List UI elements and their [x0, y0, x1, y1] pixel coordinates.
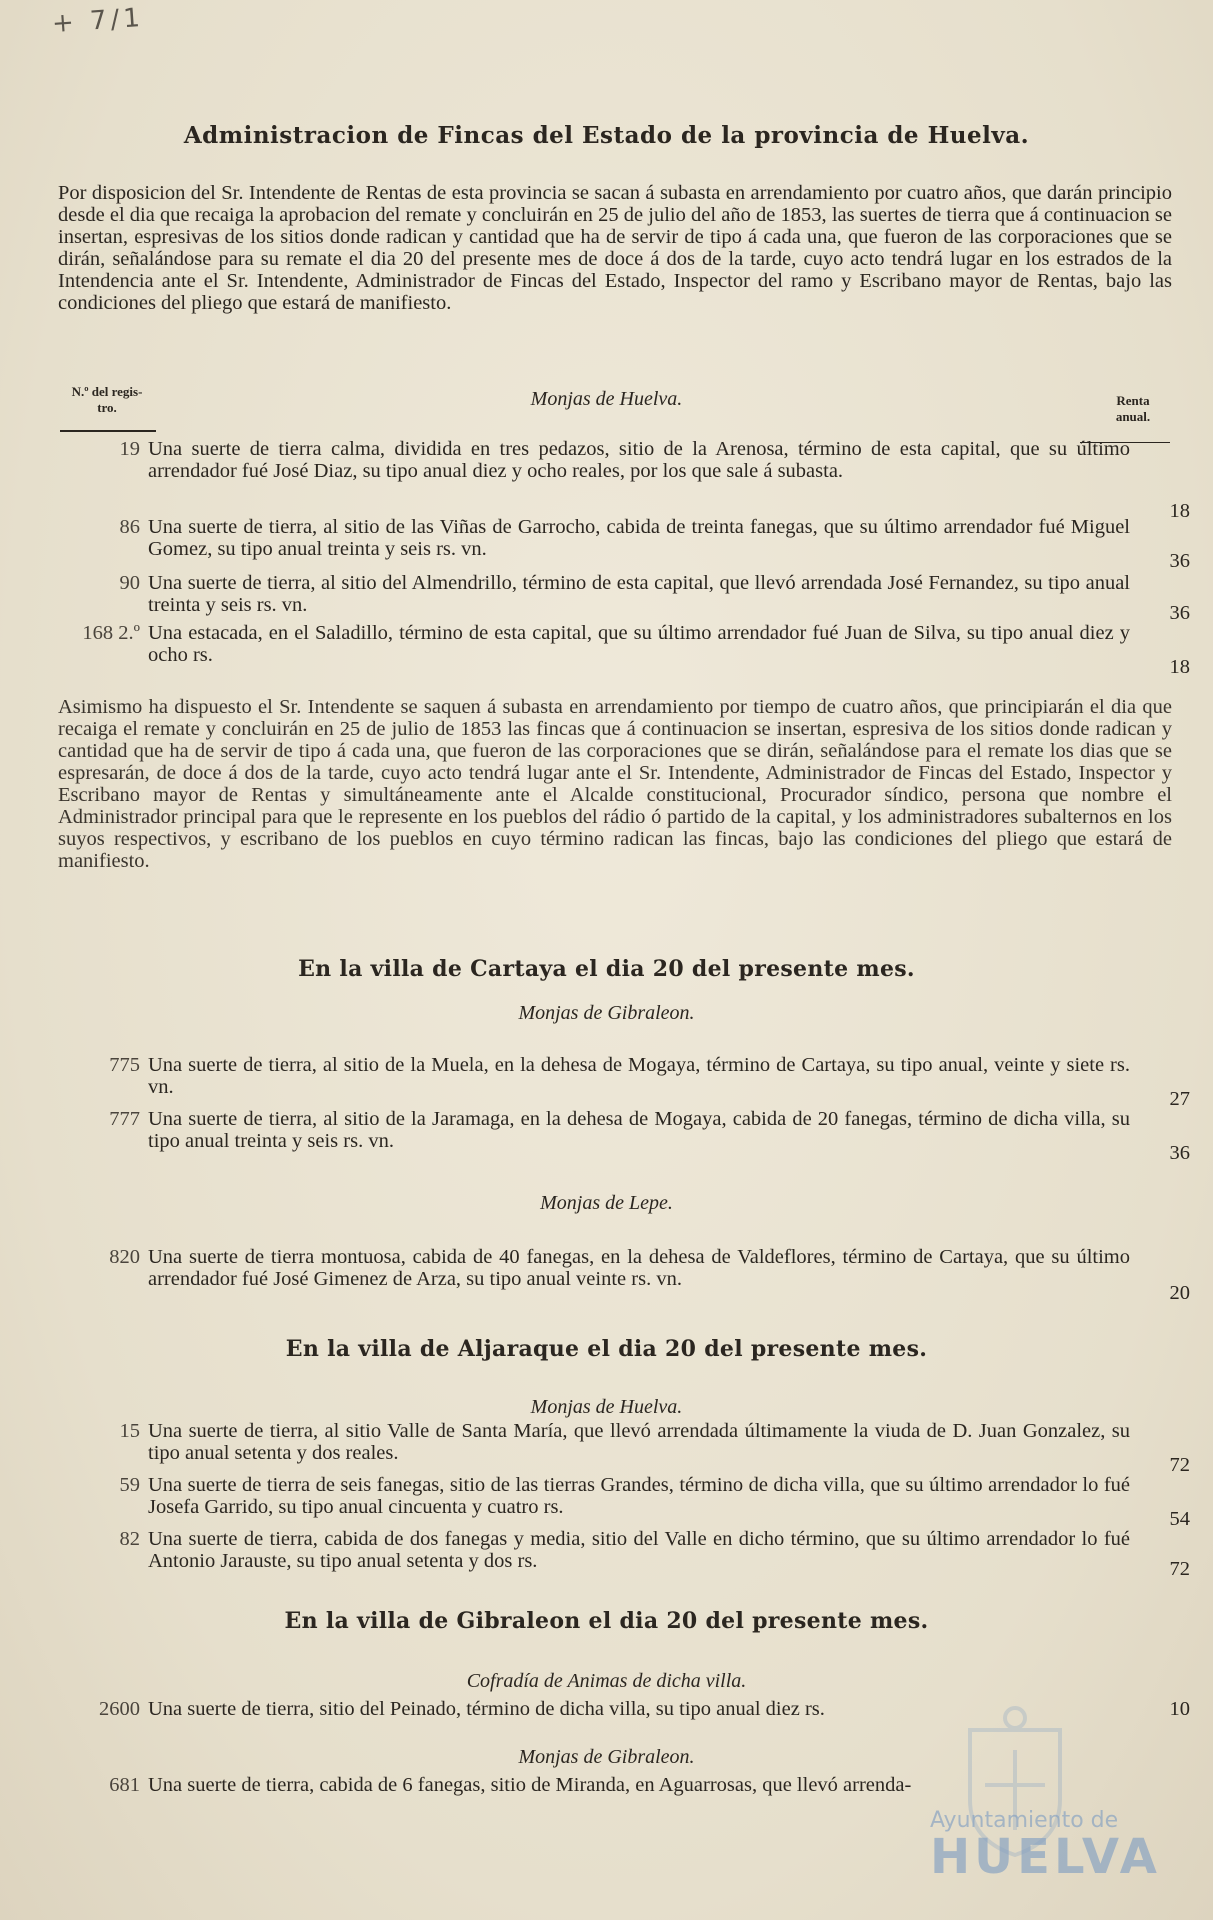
entry-text: Una suerte de tierra, cabida de dos fanegas y media, sitio del Valle en dicho término, que su último arrendador lo fué Antonio Jarauste, su tipo anual setenta y dos rs. — [148, 1528, 1130, 1572]
entry-text: Una suerte de tierra, al sitio de las Viñas de Garrocho, cabida de treinta fanegas, que su último arrendador fué Miguel Gomez, su tipo anual treinta y seis rs. vn. — [148, 516, 1130, 560]
register-number: 82 — [119, 1528, 140, 1550]
entry-text: Una suerte de tierra, al sitio Valle de Santa María, que llevó arrendada últimamente la viuda de D. Juan Gonzalez, su tipo anual setenta y dos reales. — [148, 1420, 1130, 1464]
entry-text: Una suerte de tierra calma, dividida en tres pedazos, sitio de la Arenosa, término de esta capital, que su último arrendador fué José Diaz, su tipo anual diez y ocho reales, por los que sale á subasta. — [148, 438, 1130, 482]
register-number: 15 — [119, 1420, 140, 1442]
group-heading: Monjas de Gibraleon. — [518, 1002, 695, 1024]
rent-value: 27 — [1169, 1088, 1190, 1110]
intro-paragraph: Por disposicion del Sr. Intendente de Rentas de esta provincia se sacan á subasta en arrendamiento por cuatro años, que darán principio desde el dia que recaiga la aprobacion del remate y concluirán en 25 de julio del año de 1853, las suertes de tierra que á continuacion se insertan, espresivas de los sitios donde radican y cantidad que ha de servir de tipo á cada una, que fueron de las corporaciones que se dirán, señalándose para su remate el dia 20 del presente mes de doce á dos de la tarde, cuyo acto tendrá lugar en los estrados de la Intendencia ante el Sr. Intendente, Administrador de Fincas del Estado, Inspector del ramo y Escribano mayor de Rentas, bajo las condiciones del pliego que estará de manifiesto. — [58, 182, 1172, 314]
group-heading: Monjas de Huelva. — [530, 388, 683, 410]
register-number: 775 — [109, 1054, 140, 1076]
section-title-aljaraque: En la villa de Aljaraque el dia 20 del presente mes. — [285, 1336, 928, 1362]
section-title-cartaya: En la villa de Cartaya el dia 20 del presente mes. — [298, 956, 915, 982]
section-title-gibraleon: En la villa de Gibraleon el dia 20 del presente mes. — [284, 1608, 929, 1634]
group-heading: Monjas de Huelva. — [530, 1396, 683, 1418]
rent-value: 36 — [1169, 1142, 1190, 1164]
archive-watermark: Ayuntamiento de HUELVA — [930, 1808, 1161, 1885]
rent-value: 18 — [1169, 500, 1190, 522]
entry-text: Una suerte de tierra, al sitio de la Muela, en la dehesa de Mogaya, término de Cartaya, su tipo anual, veinte y siete rs. vn. — [148, 1054, 1130, 1098]
group-heading: Cofradía de Animas de dicha villa. — [466, 1670, 747, 1692]
group-heading: Monjas de Gibraleon. — [518, 1746, 695, 1768]
document-title: Administracion de Fincas del Estado de la provincia de Huelva. — [183, 122, 1030, 149]
entry-text: Una suerte de tierra montuosa, cabida de 40 fanegas, en la dehesa de Valdeflores, término de Cartaya, que su último arrendador fué José Gimenez de Arza, su tipo anual veinte rs. vn. — [148, 1246, 1130, 1290]
group-heading: Monjas de Lepe. — [540, 1192, 673, 1214]
rent-value: 36 — [1169, 550, 1190, 572]
rent-value: 20 — [1169, 1282, 1190, 1304]
entry-text: Una suerte de tierra, sitio del Peinado, término de dicha villa, su tipo anual diez rs. — [148, 1698, 825, 1720]
handwritten-mark: + 7/1 — [51, 2, 145, 40]
rent-value: 54 — [1169, 1508, 1190, 1530]
register-number: 681 — [109, 1774, 140, 1796]
rent-value: 10 — [1169, 1698, 1190, 1720]
entry-text: Una suerte de tierra, al sitio de la Jaramaga, en la dehesa de Mogaya, cabida de 20 fanegas, término de dicha villa, su tipo anual treinta y seis rs. vn. — [148, 1108, 1130, 1152]
register-number-column-header: N.º del regis- tro. — [71, 384, 143, 415]
register-number: 168 2.º — [82, 622, 140, 644]
rent-value: 72 — [1169, 1454, 1190, 1476]
register-number: 2600 — [99, 1698, 140, 1720]
annual-rent-column-header: Renta anual. — [1115, 393, 1151, 424]
register-number: 59 — [119, 1474, 140, 1496]
entry-text: Una suerte de tierra, al sitio del Almendrillo, término de esta capital, que llevó arrendada José Fernandez, su tipo anual treinta y seis rs. vn. — [148, 572, 1130, 616]
register-number: 90 — [119, 572, 140, 594]
second-paragraph: Asimismo ha dispuesto el Sr. Intendente se saquen á subasta en arrendamiento por tiempo de cuatro años, que principiarán el dia que recaiga el remate y concluirán en 25 de julio de 1853 las fincas que á continuacion se insertan, espresiva de los sitios donde radican y cantidad que ha de servir de tipo á cada una, que fueron de las corporaciones que se dirán, señalándose para el remate los dias que se espresarán, de doce á dos de la tarde, cuyo acto tendrá lugar ante el Sr. Intendente, Administrador de Fincas del Estado, Inspector y Escribano mayor de Rentas y simultáneamente ante el Alcalde constitucional, Procurador síndico, persona que nombre el Administrador principal para que le represente en los pueblos del rádio ó partido de la capital, y los administradores subalternos en los suyos respectivos, y escribano de los pueblos en cuyo término radican las fincas, bajo las condiciones del pliego que estará de manifiesto. — [58, 696, 1172, 872]
register-number: 820 — [109, 1246, 140, 1268]
rent-value: 72 — [1169, 1558, 1190, 1580]
register-number: 19 — [119, 438, 140, 460]
rent-value: 18 — [1169, 656, 1190, 678]
register-number: 777 — [109, 1108, 140, 1130]
entry-text: Una suerte de tierra de seis fanegas, sitio de las tierras Grandes, término de dicha villa, que su último arrendador lo fué Josefa Garrido, su tipo anual cincuenta y cuatro rs. — [148, 1474, 1130, 1518]
rent-value: 36 — [1169, 602, 1190, 624]
entry-text: Una estacada, en el Saladillo, término de esta capital, que su último arrendador fué Juan de Silva, su tipo anual diez y ocho rs. — [148, 622, 1130, 666]
register-number: 86 — [119, 516, 140, 538]
column-rule-left — [60, 430, 156, 432]
entry-text: Una suerte de tierra, cabida de 6 fanegas, sitio de Miranda, en Aguarrosas, que llevó arrenda- — [148, 1774, 912, 1796]
